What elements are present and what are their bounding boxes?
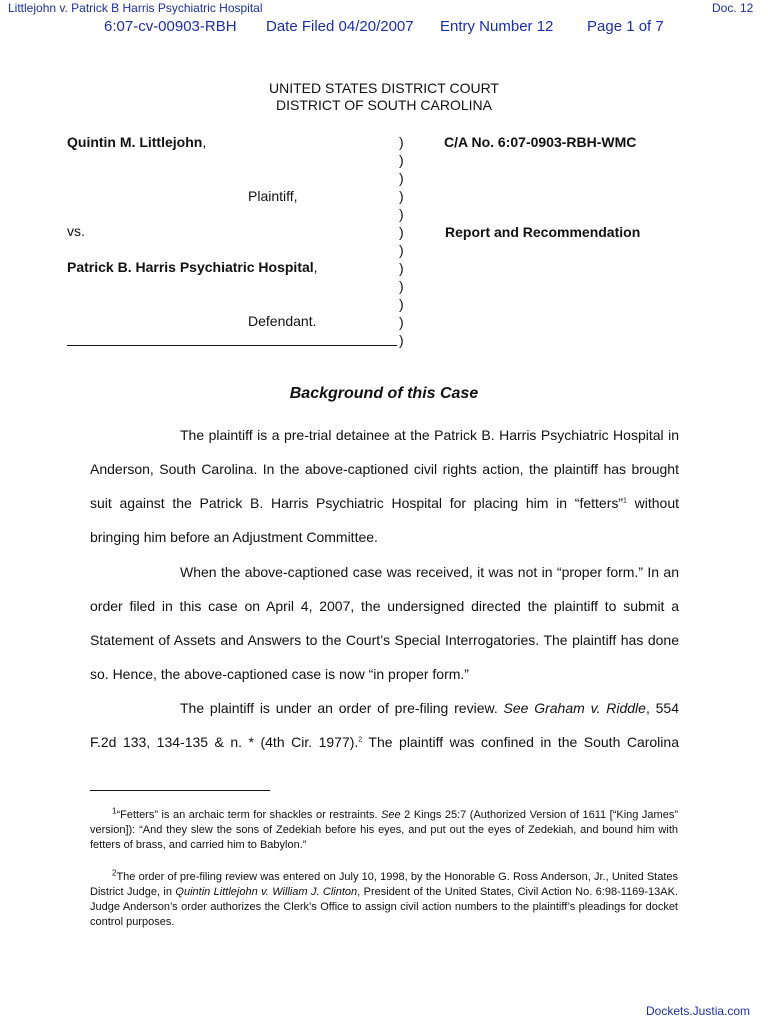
body-text: F.2d 133, 134-135 & n. * (4th Cir. 1977). — [90, 734, 359, 750]
body-text: The plaintiff is under an order of pre-filing review. — [180, 700, 504, 716]
body-line: Anderson, South Carolina. In the above-captioned civil rights action, the plaintiff has brought — [90, 461, 679, 477]
paragraph-2 — [90, 555, 679, 657]
body-text: The plaintiff was confined in the South Carolina — [362, 734, 679, 750]
footnote-2-mark: 2 — [112, 868, 117, 878]
body-line — [90, 691, 679, 725]
date-filed: Date Filed 04/20/2007 — [266, 18, 414, 35]
doc-number-link[interactable]: Doc. 12 — [712, 1, 754, 15]
footnote-text: 2 Kings 25:7 (Authorized Version of 1611 [“King James” version]): “And they slew the sons of Zedekiah before his eyes, and put out the eyes of Zedekiah, and bound him with fetters of brass, and carried him to Babylon.” — [90, 809, 678, 851]
paragraph-1-end — [90, 520, 679, 554]
footnote-text: , President of the United States, Civil Action No. 6:98-1169-13AK. Judge Anderson’s order authorizes the Clerk’s Office to assign civil action numbers to the plaintiff’s pleadings for docket control purposes. — [90, 886, 679, 928]
caption-paren: ) — [399, 188, 404, 204]
caption-paren: ) — [399, 224, 404, 240]
source-link[interactable]: Dockets.Justia.com — [646, 1004, 751, 1018]
plaintiff-name: Quintin M. Littlejohn — [67, 134, 203, 150]
body-text: suit against the Patrick B. Harris Psychiatric Hospital for placing him in “fetters” — [90, 495, 624, 511]
body-line — [90, 725, 679, 759]
footnote-1-mark: 1 — [112, 806, 117, 816]
footnote-ref-1[interactable]: 1 — [623, 497, 627, 505]
caption-paren: ) — [399, 242, 404, 258]
case-citation: See Graham v. Riddle — [503, 700, 646, 716]
defendant-name-line — [67, 259, 318, 275]
court-district: DISTRICT OF SOUTH CAROLINA — [276, 97, 492, 113]
plaintiff-comma: , — [202, 134, 207, 150]
body-text: without — [626, 495, 679, 511]
caption-paren: ) — [399, 332, 404, 348]
paragraph-2-end — [90, 657, 679, 691]
section-heading: Background of this Case — [289, 385, 479, 402]
caption-paren: ) — [399, 134, 404, 150]
body-line: so. Hence, the above-captioned case is now “in proper form.” — [90, 666, 469, 682]
footnote-2 — [90, 870, 678, 930]
defendant-label: Defendant. — [248, 313, 317, 329]
footnote-text: “Fetters” is an archaic term for shackles or restraints. — [116, 809, 382, 821]
entry-number: Entry Number 12 — [440, 18, 554, 35]
versus: vs. — [67, 223, 85, 239]
footnote-case-name: Quintin Littlejohn v. William J. Clinton — [175, 886, 358, 898]
document-type: Report and Recommendation — [445, 224, 641, 240]
footnote-1 — [90, 808, 678, 853]
body-line — [90, 486, 679, 520]
body-line: bringing him before an Adjustment Committee. — [90, 529, 378, 545]
footnote-text: The order of pre-filing review was entered on July 10, 1998, by the Honorable G. Ross Anderson, Jr., United States District Judge, in — [90, 871, 678, 898]
case-number: 6:07-cv-00903-RBH — [104, 18, 237, 35]
paragraph-3 — [90, 691, 679, 759]
caption-paren: ) — [399, 260, 404, 276]
caption-paren: ) — [399, 152, 404, 168]
footnote-signal: See — [381, 809, 401, 821]
body-line: Statement of Assets and Answers to the Court’s Special Interrogatories. The plaintiff has done — [90, 632, 679, 648]
page-indicator: Page 1 of 7 — [587, 18, 664, 35]
body-line: When the above-captioned case was received, it was not in “proper form.” In an — [180, 564, 679, 580]
defendant-name: Patrick B. Harris Psychiatric Hospital — [67, 259, 314, 275]
footnote-separator — [90, 790, 270, 791]
plaintiff-label: Plaintiff, — [248, 188, 298, 204]
case-number-caption: C/A No. 6:07-0903-RBH-WMC — [444, 134, 637, 150]
caption-paren: ) — [399, 314, 404, 330]
caption-paren: ) — [399, 278, 404, 294]
caption-paren: ) — [399, 170, 404, 186]
caption-paren: ) — [399, 206, 404, 222]
plaintiff-name-line — [67, 134, 206, 150]
defendant-comma: , — [313, 259, 318, 275]
case-title-link[interactable]: Littlejohn v. Patrick B Harris Psychiatric Hospital — [8, 1, 263, 15]
body-line: The plaintiff is a pre-trial detainee at the Patrick B. Harris Psychiatric Hospital in — [180, 427, 679, 443]
caption-underline — [67, 345, 397, 346]
paragraph-1 — [90, 418, 679, 520]
body-text: , 554 — [645, 700, 679, 716]
court-name: UNITED STATES DISTRICT COURT — [269, 80, 499, 96]
body-line: order filed in this case on April 4, 2007, the undersigned directed the plaintiff to submit a — [90, 598, 679, 614]
footnote-ref-2[interactable]: 2 — [358, 736, 363, 744]
caption-paren: ) — [399, 296, 404, 312]
